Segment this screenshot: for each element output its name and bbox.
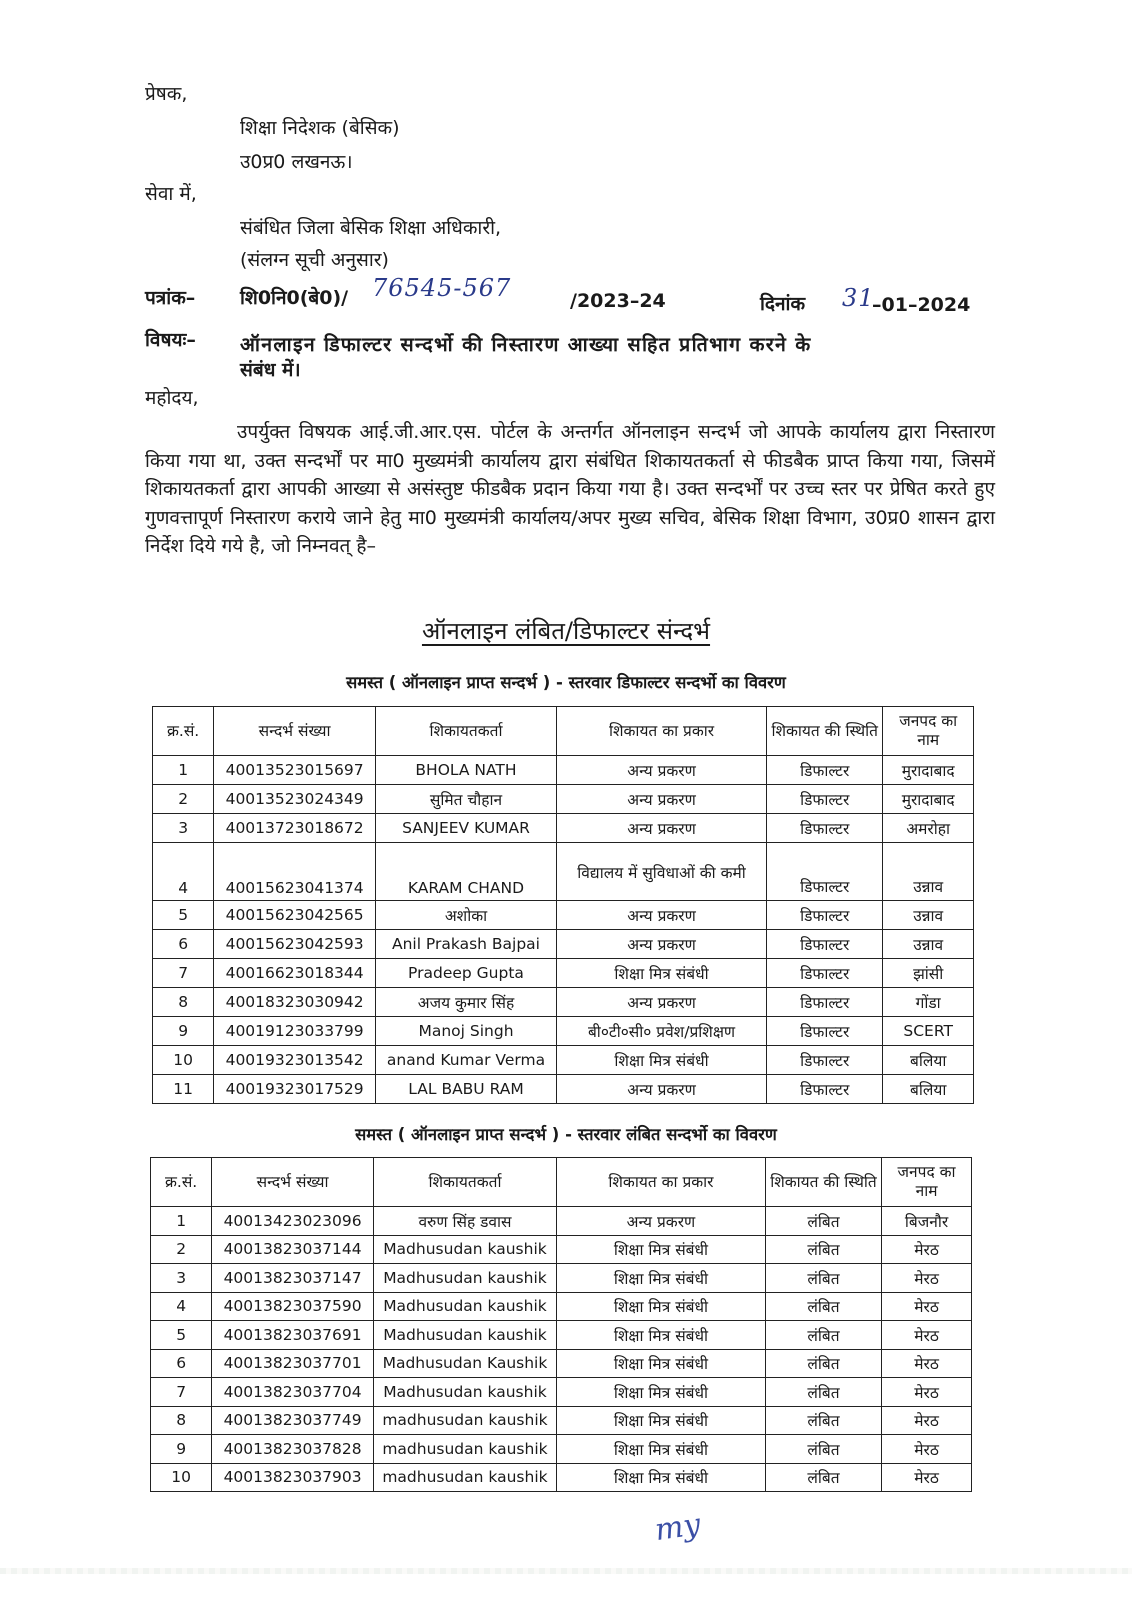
reference-number-cell: 40013423023096: [212, 1207, 374, 1236]
complaint-status-cell: लंबित: [765, 1406, 881, 1435]
serial-number-cell: 4: [151, 1292, 212, 1321]
serial-number-cell: 10: [151, 1463, 212, 1492]
complaint-status-cell: डिफाल्टर: [767, 785, 883, 814]
serial-number-cell: 3: [153, 814, 214, 843]
complaint-status-cell: डिफाल्टर: [767, 1046, 883, 1075]
complainant-cell: Madhusudan kaushik: [373, 1292, 556, 1321]
district-name-cell: मेरठ: [882, 1235, 972, 1264]
reference-number-cell: 40013823037147: [212, 1264, 374, 1293]
subject-line-2: संबंध में।: [240, 359, 301, 381]
complaint-type-cell: शिक्षा मित्र संबंधी: [557, 1463, 766, 1492]
reference-label: पत्रांक–: [145, 287, 196, 309]
table-row: [153, 1075, 974, 1104]
district-name-cell: उन्नाव: [883, 901, 974, 930]
serial-number-cell: 6: [153, 930, 214, 959]
serial-number-cell: 8: [151, 1406, 212, 1435]
reference-number-cell: 40013723018672: [214, 814, 376, 843]
column-header-complaint-status: शिकायत की स्थिति: [767, 707, 883, 756]
recipient-line-2: (संलग्न सूची अनुसार): [240, 249, 389, 271]
complaint-type-cell: अन्य प्रकरण: [557, 785, 767, 814]
district-name-cell: झांसी: [883, 959, 974, 988]
complaint-status-cell: लंबित: [765, 1435, 881, 1464]
complainant-cell: madhusudan kaushik: [373, 1463, 556, 1492]
complainant-cell: Manoj Singh: [375, 1017, 556, 1046]
table-row: [151, 1406, 972, 1435]
complainant-cell: madhusudan kaushik: [373, 1406, 556, 1435]
complaint-type-cell: शिक्षा मित्र संबंधी: [557, 1292, 766, 1321]
complaint-status-cell: लंबित: [765, 1463, 881, 1492]
sender-place: उ0प्र0 लखनऊ।: [240, 151, 353, 173]
complainant-cell: Madhusudan kaushik: [373, 1235, 556, 1264]
table-row: [153, 959, 974, 988]
complainant-cell: अशोका: [375, 901, 556, 930]
complainant-cell: BHOLA NATH: [375, 756, 556, 785]
table-row: [151, 1378, 972, 1407]
district-name-cell: गोंडा: [883, 988, 974, 1017]
district-name-cell: बिजनौर: [882, 1207, 972, 1236]
reference-number-cell: 40013523024349: [214, 785, 376, 814]
district-name-cell: मुरादाबाद: [883, 756, 974, 785]
serial-number-cell: 3: [151, 1264, 212, 1293]
column-header-district-name: जनपद का नाम: [882, 1158, 972, 1207]
reference-number-handwritten: 76545-567: [372, 274, 512, 302]
serial-number-cell: 5: [151, 1321, 212, 1350]
serial-number-cell: 4: [153, 843, 214, 901]
reference-number-cell: 40019323013542: [214, 1046, 376, 1075]
complaint-type-cell: शिक्षा मित्र संबंधी: [557, 1406, 766, 1435]
column-header-complaint-status: शिकायत की स्थिति: [765, 1158, 881, 1207]
district-name-cell: उन्नाव: [883, 930, 974, 959]
reference-number-cell: 40018323030942: [214, 988, 376, 1017]
scan-artifact-strip: [0, 1568, 1132, 1574]
complaint-type-cell: अन्य प्रकरण: [557, 930, 767, 959]
district-name-cell: मेरठ: [882, 1406, 972, 1435]
subject-label: विषयः–: [145, 329, 196, 351]
complaint-type-cell: शिक्षा मित्र संबंधी: [557, 1046, 767, 1075]
complaint-status-cell: लंबित: [765, 1378, 881, 1407]
date-day-handwritten: 31: [842, 284, 875, 312]
body-paragraph: उपर्युक्त विषयक आई.जी.आर.एस. पोर्टल के अन्तर्गत ऑनलाइन सन्दर्भ जो आपके कार्यालय द्वारा निस्तारण किया गया था, उक्त सन्दर्भों पर मा0 मुख्यमंत्री कार्यालय द्वारा संबंधित शिकायतकर्ता से फीडबैक प्राप्त किया गया, जिसमें शिकायतकर्ता द्वारा आपकी आख्या से असंस्तुष्ट फीडबैक प्रदान किया गया है। उक्त सन्दर्भों पर उच्च स्तर पर प्रेषित करते हुए गुणवत्तापूर्ण निस्तारण कराये जाने हेतु मा0 मुख्यमंत्री कार्यालय/अपर मुख्य सचिव, बेसिक शिक्षा विभाग, उ0प्र0 शासन द्वारा निर्देश दिये गये है, जो निम्नवत् है–: [145, 421, 995, 557]
table-row: [153, 756, 974, 785]
subject-line-1: ऑनलाइन डिफाल्टर सन्दर्भो की निस्तारण आख्या सहित प्रतिभाग करने के: [240, 333, 812, 356]
serial-number-cell: 9: [153, 1017, 214, 1046]
district-name-cell: उन्नाव: [883, 843, 974, 901]
serial-number-cell: 1: [153, 756, 214, 785]
reference-number-cell: 40019123033799: [214, 1017, 376, 1046]
reference-year: /2023–24: [570, 290, 666, 312]
table-row: [153, 1017, 974, 1046]
signature: my: [652, 1507, 703, 1548]
complainant-cell: Pradeep Gupta: [375, 959, 556, 988]
reference-number-cell: 40013823037691: [212, 1321, 374, 1350]
recipient-line-1: संबंधित जिला बेसिक शिक्षा अधिकारी,: [240, 217, 502, 239]
reference-number-cell: 40019323017529: [214, 1075, 376, 1104]
serial-number-cell: 9: [151, 1435, 212, 1464]
district-name-cell: मेरठ: [882, 1292, 972, 1321]
main-heading-text: ऑनलाइन लंबित/डिफाल्टर संन्दर्भ: [421, 617, 711, 645]
complainant-cell: Madhusudan Kaushik: [373, 1349, 556, 1378]
complainant-cell: anand Kumar Verma: [375, 1046, 556, 1075]
complaint-status-cell: लंबित: [765, 1321, 881, 1350]
complaint-status-cell: डिफाल्टर: [767, 843, 883, 901]
column-header-reference-number: सन्दर्भ संख्या: [214, 707, 376, 756]
district-name-cell: मेरठ: [882, 1321, 972, 1350]
complaint-type-cell: अन्य प्रकरण: [557, 1207, 766, 1236]
table-header-row: [153, 707, 974, 756]
default-references-table: [152, 706, 974, 1104]
complaint-type-cell: शिक्षा मित्र संबंधी: [557, 1378, 766, 1407]
complainant-cell: Madhusudan kaushik: [373, 1378, 556, 1407]
serial-number-cell: 2: [151, 1235, 212, 1264]
column-header-complaint-type: शिकायत का प्रकार: [557, 707, 767, 756]
complainant-cell: Madhusudan kaushik: [373, 1264, 556, 1293]
reference-number-cell: 40013823037590: [212, 1292, 374, 1321]
reference-number-cell: 40013523015697: [214, 756, 376, 785]
complaint-type-cell: शिक्षा मित्र संबंधी: [557, 1264, 766, 1293]
sender-name: शिक्षा निदेशक (बेसिक): [240, 117, 400, 139]
column-header-district-name: जनपद का नाम: [883, 707, 974, 756]
column-header-complaint-type: शिकायत का प्रकार: [557, 1158, 766, 1207]
serial-number-cell: 7: [153, 959, 214, 988]
table-header-row: [151, 1158, 972, 1207]
complainant-cell: अजय कुमार सिंह: [375, 988, 556, 1017]
complaint-status-cell: डिफाल्टर: [767, 959, 883, 988]
table-row: [153, 901, 974, 930]
complaint-status-cell: लंबित: [765, 1349, 881, 1378]
complaint-type-cell: शिक्षा मित्र संबंधी: [557, 959, 767, 988]
reference-number-cell: 40015623041374: [214, 843, 376, 901]
complainant-cell: सुमित चौहान: [375, 785, 556, 814]
table-row: [151, 1463, 972, 1492]
serial-number-cell: 2: [153, 785, 214, 814]
complainant-cell: LAL BABU RAM: [375, 1075, 556, 1104]
reference-number-cell: 40016623018344: [214, 959, 376, 988]
complainant-cell: SANJEEV KUMAR: [375, 814, 556, 843]
to-label: सेवा में,: [145, 183, 197, 205]
complaint-type-cell: बी०टी०सी० प्रवेश/प्रशिक्षण: [557, 1017, 767, 1046]
complaint-status-cell: लंबित: [765, 1264, 881, 1293]
pending-table-title: समस्त ( ऑनलाइन प्राप्त सन्दर्भ ) - स्तरवार लंबित सन्दर्भो का विवरण: [355, 1125, 777, 1144]
complaint-status-cell: डिफाल्टर: [767, 988, 883, 1017]
complaint-type-cell: विद्यालय में सुविधाओं की कमी: [557, 843, 767, 901]
reference-number-cell: 40013823037903: [212, 1463, 374, 1492]
district-name-cell: मेरठ: [882, 1435, 972, 1464]
table-row: [153, 1046, 974, 1075]
district-name-cell: मेरठ: [882, 1349, 972, 1378]
reference-number-cell: 40013823037701: [212, 1349, 374, 1378]
complaint-status-cell: लंबित: [765, 1207, 881, 1236]
table-row: [151, 1207, 972, 1236]
serial-number-cell: 5: [153, 901, 214, 930]
complaint-status-cell: डिफाल्टर: [767, 756, 883, 785]
pending-references-table: [150, 1157, 972, 1492]
table-row: [153, 930, 974, 959]
default-table-title: समस्त ( ऑनलाइन प्राप्त सन्दर्भ ) - स्तरवार डिफाल्टर सन्दर्भो का विवरण: [346, 673, 786, 692]
complaint-status-cell: डिफाल्टर: [767, 901, 883, 930]
district-name-cell: बलिया: [883, 1075, 974, 1104]
district-name-cell: मुरादाबाद: [883, 785, 974, 814]
complaint-type-cell: अन्य प्रकरण: [557, 756, 767, 785]
complaint-status-cell: लंबित: [765, 1292, 881, 1321]
complaint-type-cell: शिक्षा मित्र संबंधी: [557, 1435, 766, 1464]
complaint-type-cell: अन्य प्रकरण: [557, 988, 767, 1017]
district-name-cell: मेरठ: [882, 1463, 972, 1492]
complainant-cell: madhusudan kaushik: [373, 1435, 556, 1464]
table-row: [151, 1292, 972, 1321]
complaint-status-cell: डिफाल्टर: [767, 1017, 883, 1046]
reference-number-cell: 40013823037704: [212, 1378, 374, 1407]
serial-number-cell: 7: [151, 1378, 212, 1407]
reference-number-cell: 40015623042593: [214, 930, 376, 959]
serial-number-cell: 8: [153, 988, 214, 1017]
column-header-serial-number: क्र.सं.: [153, 707, 214, 756]
table-row: [151, 1235, 972, 1264]
table-row: [153, 843, 974, 901]
district-name-cell: SCERT: [883, 1017, 974, 1046]
district-name-cell: बलिया: [883, 1046, 974, 1075]
date-label: दिनांक: [760, 293, 806, 315]
table-row: [151, 1435, 972, 1464]
complaint-status-cell: डिफाल्टर: [767, 1075, 883, 1104]
table-row: [151, 1264, 972, 1293]
main-heading: [0, 614, 1132, 647]
column-header-serial-number: क्र.सं.: [151, 1158, 212, 1207]
table-row: [151, 1321, 972, 1350]
serial-number-cell: 1: [151, 1207, 212, 1236]
complaint-status-cell: लंबित: [765, 1235, 881, 1264]
table-row: [153, 814, 974, 843]
complaint-type-cell: अन्य प्रकरण: [557, 901, 767, 930]
complaint-status-cell: डिफाल्टर: [767, 814, 883, 843]
date-rest: –01–2024: [872, 294, 971, 316]
reference-number-cell: 40013823037828: [212, 1435, 374, 1464]
district-name-cell: मेरठ: [882, 1264, 972, 1293]
complainant-cell: Anil Prakash Bajpai: [375, 930, 556, 959]
complaint-type-cell: अन्य प्रकरण: [557, 1075, 767, 1104]
column-header-complainant: शिकायतकर्ता: [375, 707, 556, 756]
table-row: [153, 988, 974, 1017]
reference-prefix: शि0नि0(बे0)/: [240, 287, 349, 309]
complaint-type-cell: शिक्षा मित्र संबंधी: [557, 1235, 766, 1264]
complainant-cell: वरुण सिंह डवास: [373, 1207, 556, 1236]
table-row: [151, 1349, 972, 1378]
district-name-cell: मेरठ: [882, 1378, 972, 1407]
reference-number-cell: 40015623042565: [214, 901, 376, 930]
serial-number-cell: 11: [153, 1075, 214, 1104]
serial-number-cell: 10: [153, 1046, 214, 1075]
complaint-status-cell: डिफाल्टर: [767, 930, 883, 959]
salutation: महोदय,: [145, 387, 199, 409]
table-row: [153, 785, 974, 814]
column-header-reference-number: सन्दर्भ संख्या: [212, 1158, 374, 1207]
reference-number-cell: 40013823037144: [212, 1235, 374, 1264]
complaint-type-cell: शिक्षा मित्र संबंधी: [557, 1349, 766, 1378]
column-header-complainant: शिकायतकर्ता: [373, 1158, 556, 1207]
complaint-type-cell: शिक्षा मित्र संबंधी: [557, 1321, 766, 1350]
district-name-cell: अमरोहा: [883, 814, 974, 843]
complaint-type-cell: अन्य प्रकरण: [557, 814, 767, 843]
sender-label: प्रेषक,: [145, 83, 188, 105]
complainant-cell: KARAM CHAND: [375, 843, 556, 901]
serial-number-cell: 6: [151, 1349, 212, 1378]
reference-number-cell: 40013823037749: [212, 1406, 374, 1435]
complainant-cell: Madhusudan kaushik: [373, 1321, 556, 1350]
